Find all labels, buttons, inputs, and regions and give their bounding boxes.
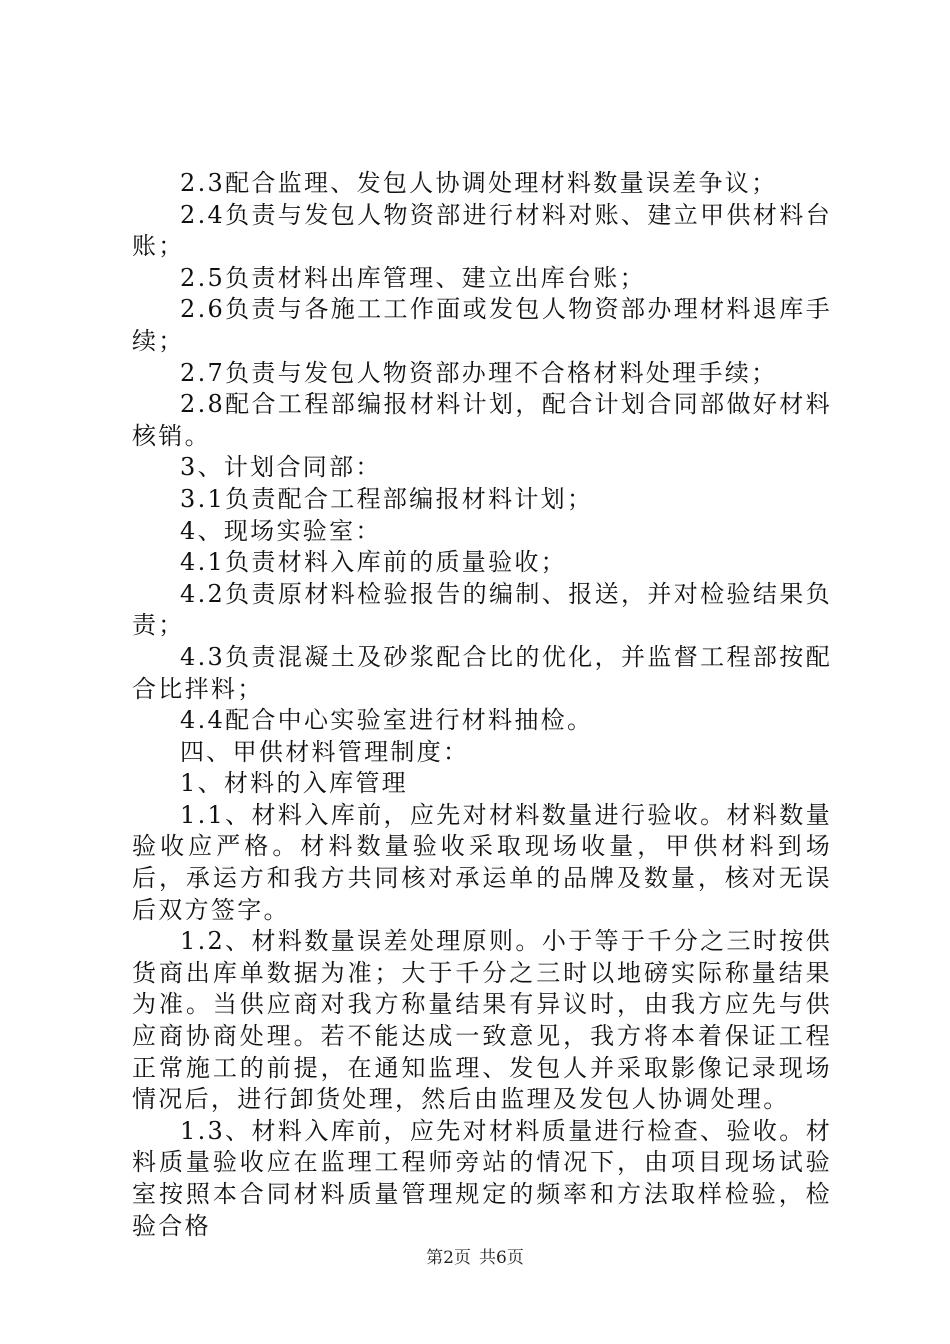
paragraph: 2.5负责材料出库管理、建立出库台账； (180, 263, 646, 292)
paragraph: 2.4负责与发包人物资部进行材料对账、建立甲供材料台账； (132, 200, 832, 261)
paragraph: 1.3、材料入库前，应先对材料质量进行检查、验收。材料质量验收应在监理工程师旁站的情况下，由项目现场试验室按照本合同材料质量管理规定的频率和方法取样检验，检验合格 (132, 1116, 832, 1240)
page-total: 共6页 (479, 1248, 524, 1268)
section-heading: 4、现场实验室： (180, 516, 382, 545)
paragraph: 3.1负责配合工程部编报材料计划； (180, 484, 594, 513)
paragraph: 4.1负责材料入库前的质量验收； (180, 548, 567, 577)
paragraph: 4.3负责混凝土及砂浆配合比的优化，并监督工程部按配合比拌料； (132, 642, 832, 703)
paragraph: 2.7负责与发包人物资部办理不合格材料处理手续； (180, 358, 778, 387)
paragraph: 2.6负责与各施工工作面或发包人物资部办理材料退库手续； (132, 295, 832, 355)
paragraph: 1.2、材料数量误差处理原则。小于等于千分之三时按供货商出库单数据为准；大于千分之三时以地磅实际称量结果为准。当供应商对我方称量结果有异议时，由我方应先与供应商协商处理。若不能达成一致意见，我方将本着保证工程正常施工的前提，在通知监理、发包人并采取影像记录现场情况后，进行卸货处理，然后由监理及发包人协调处理。 (132, 927, 832, 1114)
paragraph: 4.2负责原材料检验报告的编制、报送，并对检验结果负责； (132, 579, 832, 640)
section-heading: 3、计划合同部： (180, 453, 382, 482)
document-body (132, 168, 832, 1242)
paragraph: 1.1、材料入库前，应先对材料数量进行验收。材料数量验收应严格。材料数量验收采取现场收量，甲供材料到场后，承运方和我方共同核对承运单的品牌及数量，核对无误后双方签字。 (132, 800, 832, 924)
paragraph: 2.8配合工程部编报材料计划，配合计划合同部做好材料核销。 (132, 390, 832, 450)
chapter-heading: 四、甲供材料管理制度： (180, 737, 470, 766)
paragraph: 2.3配合监理、发包人协调处理材料数量误差争议； (180, 169, 778, 197)
section-heading: 1、材料的入库管理 (180, 769, 408, 798)
page-number: 第2页 (426, 1248, 471, 1268)
paragraph: 4.4配合中心实验室进行材料抽检。 (180, 706, 594, 735)
page-footer (0, 1243, 950, 1268)
